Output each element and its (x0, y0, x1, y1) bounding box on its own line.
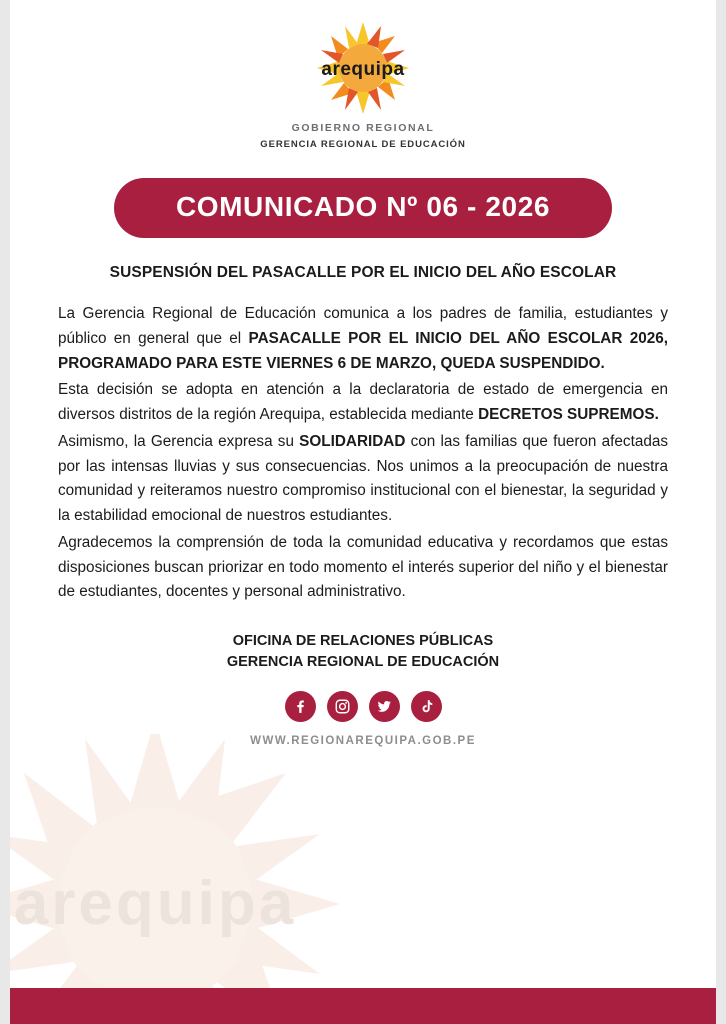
arequipa-sun-logo-icon (283, 22, 443, 114)
comunicado-subtitle: SUSPENSIÓN DEL PASACALLE POR EL INICIO DEL AÑO ESCOLAR (109, 264, 617, 281)
document-content (10, 0, 716, 747)
body-text: Asimismo, la Gerencia expresa su (58, 432, 300, 450)
website-url[interactable]: WWW.REGIONAREQUIPA.GOB.PE (250, 735, 476, 748)
body-text: Esta decisión se adopta en atención a la declaratoria de estado de emergencia en diversos distritos de la región Arequipa, establecida mediante (58, 381, 668, 424)
signature-line-2: GERENCIA REGIONAL DE EDUCACIÓN (226, 654, 500, 671)
comunicado-paragraph (58, 302, 668, 376)
comunicado-body (58, 302, 668, 605)
logo-wordmark: arequipa (321, 59, 405, 80)
social-links[interactable] (10, 691, 716, 722)
comunicado-paragraph (58, 430, 668, 529)
emphasis-text: PASACALLE POR EL INICIO DEL AÑO ESCOLAR 2026, PROGRAMADO PARA ESTE VIERNES 6 DE MARZO, QUEDA SUSPENDIDO. (58, 329, 668, 372)
signature-line-1: OFICINA DE RELACIONES PÚBLICAS (232, 633, 494, 650)
gobierno-regional-label: GOBIERNO REGIONAL (291, 122, 435, 134)
comunicado-paragraph (58, 531, 668, 605)
gerencia-regional-label: GERENCIA REGIONAL DE EDUCACIÓN (260, 139, 466, 150)
body-text: con las familias que fueron afectadas por las intensas lluvias y sus consecuencias. Nos unimos a la preocupación de nuestra comunidad y reiteramos nuestro compromiso institucional con el bienestar, la seguridad y la estabilidad emocional de nuestros estudiantes. (58, 432, 668, 525)
watermark-logo (0, 734, 370, 1024)
signature-block (10, 631, 716, 673)
body-text: La Gerencia Regional de Educación comunica a los padres de familia, estudiantes y público en general que el (58, 305, 668, 347)
comunicado-title: COMUNICADO Nº 06 - 2026 (114, 178, 612, 238)
body-text: Agradecemos la comprensión de toda la comunidad educativa y recordamos que estas disposiciones buscan priorizar en todo momento el interés superior del niño y el bienestar de estudiantes, docentes y personal administrativo. (58, 533, 668, 601)
tiktok-icon[interactable] (411, 691, 442, 722)
footer-bar (10, 988, 716, 1024)
twitter-icon[interactable] (369, 691, 400, 722)
emphasis-text: DECRETOS SUPREMOS. (478, 406, 659, 424)
emphasis-text: SOLIDARIDAD (299, 432, 406, 450)
header-logo-block (10, 0, 716, 150)
comunicado-paragraph (58, 378, 668, 428)
svg-text:arequipa: arequipa (13, 869, 297, 938)
facebook-icon[interactable] (285, 691, 316, 722)
instagram-icon[interactable] (327, 691, 358, 722)
title-banner (10, 178, 716, 238)
